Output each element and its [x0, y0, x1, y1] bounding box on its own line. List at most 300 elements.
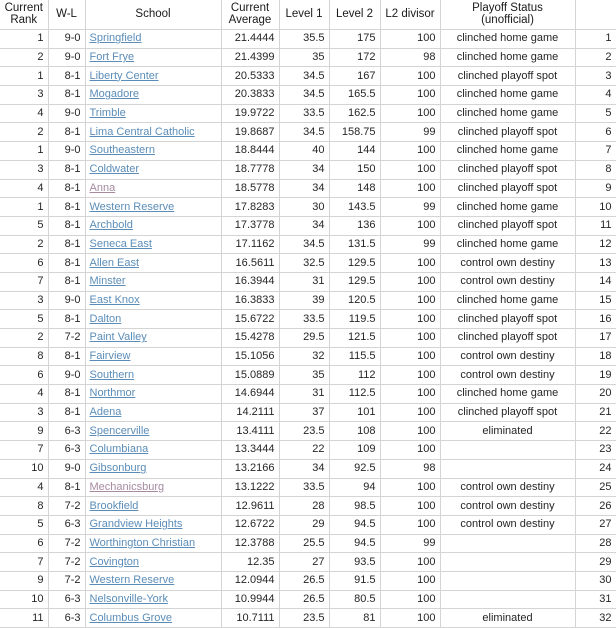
cell-index: 12 [575, 235, 616, 254]
cell-school [85, 497, 221, 516]
cell-win-loss: 8-1 [48, 403, 85, 422]
cell-index: 10 [575, 198, 616, 217]
cell-current-rank: 5 [0, 216, 48, 235]
cell-index: 13 [575, 254, 616, 273]
cell-index: 32 [575, 609, 616, 628]
cell-current-average: 15.6722 [221, 310, 279, 329]
cell-school [85, 254, 221, 273]
cell-level1: 35.5 [279, 30, 329, 49]
table-row [0, 254, 616, 273]
cell-playoff-status: clinched home game [440, 30, 575, 49]
cell-index: 11 [575, 216, 616, 235]
school-link[interactable]: Anna [89, 181, 116, 194]
school-link[interactable]: Archbold [89, 219, 133, 232]
cell-current-rank: 7 [0, 553, 48, 572]
cell-current-average: 15.0889 [221, 366, 279, 385]
school-link[interactable]: Worthington Christian [89, 536, 196, 549]
cell-win-loss: 7-2 [48, 497, 85, 516]
cell-playoff-status: clinched home game [440, 385, 575, 404]
school-link[interactable]: Mechanicsburg [89, 480, 165, 493]
cell-win-loss: 9-0 [48, 48, 85, 67]
school-link[interactable]: Brookfield [89, 499, 139, 512]
cell-level1: 32.5 [279, 254, 329, 273]
cell-index: 7 [575, 142, 616, 161]
cell-level2: 101 [329, 403, 380, 422]
cell-index: 18 [575, 347, 616, 366]
school-link[interactable]: Columbiana [89, 443, 149, 456]
cell-index: 3 [575, 67, 616, 86]
cell-index: 26 [575, 497, 616, 516]
school-link[interactable]: Spencerville [89, 424, 150, 437]
cell-win-loss: 8-1 [48, 272, 85, 291]
cell-level2: 80.5 [329, 590, 380, 609]
cell-playoff-status [440, 590, 575, 609]
cell-current-average: 21.4444 [221, 30, 279, 49]
cell-playoff-status: control own destiny [440, 347, 575, 366]
cell-level2: 119.5 [329, 310, 380, 329]
cell-playoff-status [440, 459, 575, 478]
cell-current-rank: 6 [0, 534, 48, 553]
school-link[interactable]: Mogadore [89, 88, 140, 101]
cell-l2-divisor: 100 [380, 310, 440, 329]
cell-playoff-status [440, 553, 575, 572]
table-row [0, 441, 616, 460]
column-header-current-average [221, 0, 279, 30]
cell-level1: 22 [279, 441, 329, 460]
header-line-1: Playoff Status [472, 2, 543, 14]
cell-level1: 31 [279, 385, 329, 404]
cell-current-rank: 4 [0, 104, 48, 123]
school-link[interactable]: Trimble [89, 107, 126, 120]
column-header-l2-divisor: L2 divisor [380, 0, 440, 30]
table-row [0, 198, 616, 217]
school-link[interactable]: Paint Valley [89, 331, 147, 344]
cell-win-loss: 7-2 [48, 553, 85, 572]
cell-level1: 37 [279, 403, 329, 422]
cell-current-average: 13.2166 [221, 459, 279, 478]
cell-playoff-status: clinched home game [440, 291, 575, 310]
cell-level1: 30 [279, 198, 329, 217]
table-row [0, 86, 616, 105]
cell-level2: 115.5 [329, 347, 380, 366]
cell-index: 22 [575, 422, 616, 441]
cell-school [85, 67, 221, 86]
cell-level1: 25.5 [279, 534, 329, 553]
cell-current-rank: 4 [0, 179, 48, 198]
table-row [0, 497, 616, 516]
cell-current-rank: 7 [0, 441, 48, 460]
cell-level2: 109 [329, 441, 380, 460]
cell-current-rank: 3 [0, 160, 48, 179]
table-row [0, 571, 616, 590]
cell-level2: 94 [329, 478, 380, 497]
cell-index: 14 [575, 272, 616, 291]
cell-win-loss: 7-2 [48, 329, 85, 348]
cell-index: 25 [575, 478, 616, 497]
cell-level2: 131.5 [329, 235, 380, 254]
table-body [0, 30, 616, 628]
cell-l2-divisor: 98 [380, 48, 440, 67]
cell-current-average: 20.5333 [221, 67, 279, 86]
cell-current-average: 17.1162 [221, 235, 279, 254]
cell-current-average: 14.6944 [221, 385, 279, 404]
cell-current-average: 10.7111 [221, 609, 279, 628]
cell-index: 21 [575, 403, 616, 422]
cell-school [85, 142, 221, 161]
cell-l2-divisor: 100 [380, 366, 440, 385]
cell-school [85, 609, 221, 628]
cell-playoff-status: clinched playoff spot [440, 310, 575, 329]
cell-current-average: 21.4399 [221, 48, 279, 67]
cell-current-average: 13.3444 [221, 441, 279, 460]
cell-current-rank: 2 [0, 123, 48, 142]
table-row [0, 67, 616, 86]
cell-current-rank: 11 [0, 609, 48, 628]
cell-level2: 112.5 [329, 385, 380, 404]
table-row [0, 478, 616, 497]
header-line-1: Current [4, 2, 43, 14]
school-link[interactable]: Southeastern [89, 144, 155, 157]
cell-level1: 34 [279, 459, 329, 478]
school-link[interactable]: Minster [89, 275, 126, 288]
cell-level1: 34.5 [279, 235, 329, 254]
cell-level1: 29.5 [279, 329, 329, 348]
cell-current-rank: 3 [0, 86, 48, 105]
cell-index: 27 [575, 515, 616, 534]
school-link[interactable]: Seneca East [89, 237, 152, 250]
cell-current-rank: 10 [0, 459, 48, 478]
school-link[interactable]: East Knox [89, 293, 140, 306]
table-row [0, 347, 616, 366]
cell-l2-divisor: 100 [380, 160, 440, 179]
cell-level1: 34 [279, 160, 329, 179]
cell-level2: 158.75 [329, 123, 380, 142]
cell-school [85, 235, 221, 254]
school-link[interactable]: Fairview [89, 350, 131, 363]
header-line-1: Current [230, 2, 270, 14]
cell-index: 15 [575, 291, 616, 310]
school-link[interactable]: Columbus Grove [89, 611, 173, 624]
table-row [0, 179, 616, 198]
cell-l2-divisor: 99 [380, 235, 440, 254]
table-row [0, 403, 616, 422]
school-link[interactable]: Adena [89, 406, 122, 419]
table-row [0, 291, 616, 310]
cell-l2-divisor: 100 [380, 272, 440, 291]
cell-playoff-status: clinched home game [440, 48, 575, 67]
cell-level2: 92.5 [329, 459, 380, 478]
cell-level1: 27 [279, 553, 329, 572]
cell-l2-divisor: 100 [380, 441, 440, 460]
cell-school [85, 459, 221, 478]
cell-current-rank: 1 [0, 142, 48, 161]
cell-current-rank: 4 [0, 478, 48, 497]
column-header-index [575, 0, 616, 30]
cell-playoff-status: clinched playoff spot [440, 216, 575, 235]
cell-school [85, 291, 221, 310]
table-row [0, 310, 616, 329]
cell-win-loss: 6-3 [48, 609, 85, 628]
cell-l2-divisor: 100 [380, 67, 440, 86]
cell-playoff-status: control own destiny [440, 497, 575, 516]
cell-win-loss: 9-0 [48, 366, 85, 385]
cell-playoff-status: clinched playoff spot [440, 179, 575, 198]
school-link[interactable]: Coldwater [89, 163, 140, 176]
school-link[interactable]: Northmor [89, 387, 136, 400]
cell-win-loss: 6-3 [48, 422, 85, 441]
cell-l2-divisor: 100 [380, 329, 440, 348]
cell-level2: 143.5 [329, 198, 380, 217]
cell-index: 20 [575, 385, 616, 404]
cell-school [85, 198, 221, 217]
cell-playoff-status: control own destiny [440, 515, 575, 534]
cell-playoff-status: clinched playoff spot [440, 160, 575, 179]
cell-current-average: 20.3833 [221, 86, 279, 105]
cell-level1: 34.5 [279, 123, 329, 142]
cell-level1: 40 [279, 142, 329, 161]
cell-l2-divisor: 100 [380, 497, 440, 516]
header-line-2: Average [228, 13, 272, 26]
cell-level2: 150 [329, 160, 380, 179]
cell-level1: 34.5 [279, 86, 329, 105]
cell-level2: 162.5 [329, 104, 380, 123]
column-header-playoff-status [440, 0, 575, 30]
cell-win-loss: 8-1 [48, 216, 85, 235]
cell-index: 1 [575, 30, 616, 49]
cell-l2-divisor: 99 [380, 198, 440, 217]
cell-current-average: 12.9611 [221, 497, 279, 516]
cell-current-rank: 1 [0, 198, 48, 217]
cell-current-average: 19.9722 [221, 104, 279, 123]
school-link[interactable]: Fort Frye [89, 51, 135, 64]
cell-win-loss: 8-1 [48, 86, 85, 105]
cell-l2-divisor: 100 [380, 385, 440, 404]
cell-school [85, 329, 221, 348]
cell-current-average: 14.2111 [221, 403, 279, 422]
cell-win-loss: 9-0 [48, 30, 85, 49]
cell-playoff-status: clinched playoff spot [440, 67, 575, 86]
cell-level1: 33.5 [279, 310, 329, 329]
cell-l2-divisor: 100 [380, 422, 440, 441]
cell-win-loss: 8-1 [48, 347, 85, 366]
cell-current-rank: 10 [0, 590, 48, 609]
cell-win-loss: 9-0 [48, 291, 85, 310]
table-row [0, 385, 616, 404]
cell-level1: 23.5 [279, 422, 329, 441]
cell-school [85, 310, 221, 329]
cell-school [85, 403, 221, 422]
school-link[interactable]: Western Reserve [89, 200, 175, 213]
school-link[interactable]: Covington [89, 555, 140, 568]
cell-playoff-status [440, 441, 575, 460]
school-link[interactable]: Nelsonville-York [89, 592, 168, 605]
cell-level2: 94.5 [329, 534, 380, 553]
cell-playoff-status [440, 534, 575, 553]
cell-school [85, 441, 221, 460]
cell-win-loss: 7-2 [48, 534, 85, 553]
cell-current-average: 19.8687 [221, 123, 279, 142]
cell-win-loss: 9-0 [48, 459, 85, 478]
school-link[interactable]: Gibsonburg [89, 462, 147, 475]
school-link[interactable]: Springfield [89, 32, 142, 45]
cell-current-average: 15.4278 [221, 329, 279, 348]
cell-l2-divisor: 100 [380, 291, 440, 310]
cell-current-average: 16.3833 [221, 291, 279, 310]
cell-level1: 33.5 [279, 478, 329, 497]
cell-level2: 129.5 [329, 272, 380, 291]
cell-level2: 93.5 [329, 553, 380, 572]
cell-school [85, 385, 221, 404]
cell-current-rank: 9 [0, 422, 48, 441]
school-link[interactable]: Southern [89, 368, 135, 381]
cell-current-rank: 4 [0, 385, 48, 404]
column-header-level1: Level 1 [279, 0, 329, 30]
school-link[interactable]: Grandview Heights [89, 518, 183, 531]
cell-l2-divisor: 100 [380, 30, 440, 49]
cell-win-loss: 9-0 [48, 104, 85, 123]
cell-level1: 26.5 [279, 590, 329, 609]
cell-school [85, 86, 221, 105]
cell-level1: 39 [279, 291, 329, 310]
cell-current-average: 17.3778 [221, 216, 279, 235]
table-row [0, 459, 616, 478]
cell-level2: 91.5 [329, 571, 380, 590]
cell-level2: 120.5 [329, 291, 380, 310]
cell-playoff-status: clinched playoff spot [440, 123, 575, 142]
cell-playoff-status: control own destiny [440, 272, 575, 291]
cell-playoff-status: clinched home game [440, 86, 575, 105]
cell-current-rank: 2 [0, 329, 48, 348]
cell-school [85, 216, 221, 235]
cell-l2-divisor: 100 [380, 403, 440, 422]
cell-level1: 33.5 [279, 104, 329, 123]
cell-school [85, 272, 221, 291]
cell-playoff-status: control own destiny [440, 254, 575, 273]
cell-current-average: 16.3944 [221, 272, 279, 291]
cell-level1: 23.5 [279, 609, 329, 628]
cell-win-loss: 7-2 [48, 571, 85, 590]
cell-index: 4 [575, 86, 616, 105]
cell-index: 19 [575, 366, 616, 385]
column-header-level2: Level 2 [329, 0, 380, 30]
table-row [0, 48, 616, 67]
table-row [0, 216, 616, 235]
table-row [0, 329, 616, 348]
cell-school [85, 515, 221, 534]
cell-current-rank: 9 [0, 571, 48, 590]
table-row [0, 235, 616, 254]
cell-l2-divisor: 100 [380, 347, 440, 366]
cell-index: 28 [575, 534, 616, 553]
cell-current-average: 12.6722 [221, 515, 279, 534]
cell-win-loss: 8-1 [48, 254, 85, 273]
cell-school [85, 123, 221, 142]
cell-win-loss: 8-1 [48, 310, 85, 329]
school-link[interactable]: Lima Central Catholic [89, 125, 195, 138]
cell-index: 17 [575, 329, 616, 348]
cell-l2-divisor: 100 [380, 104, 440, 123]
cell-playoff-status: clinched home game [440, 104, 575, 123]
cell-current-average: 18.8444 [221, 142, 279, 161]
cell-win-loss: 6-3 [48, 590, 85, 609]
school-link[interactable]: Liberty Center [89, 69, 159, 82]
cell-playoff-status: eliminated [440, 422, 575, 441]
cell-win-loss: 8-1 [48, 179, 85, 198]
table-row [0, 515, 616, 534]
cell-l2-divisor: 100 [380, 86, 440, 105]
cell-level1: 34 [279, 179, 329, 198]
cell-current-rank: 5 [0, 515, 48, 534]
cell-level1: 35 [279, 366, 329, 385]
cell-current-average: 18.7778 [221, 160, 279, 179]
column-header-school: School [85, 0, 221, 30]
cell-l2-divisor: 99 [380, 123, 440, 142]
cell-win-loss: 8-1 [48, 478, 85, 497]
cell-current-rank: 6 [0, 254, 48, 273]
cell-playoff-status: clinched playoff spot [440, 403, 575, 422]
cell-current-rank: 2 [0, 235, 48, 254]
cell-level2: 129.5 [329, 254, 380, 273]
cell-index: 31 [575, 590, 616, 609]
cell-index: 30 [575, 571, 616, 590]
cell-l2-divisor: 100 [380, 478, 440, 497]
cell-level2: 144 [329, 142, 380, 161]
cell-current-average: 10.9944 [221, 590, 279, 609]
cell-index: 16 [575, 310, 616, 329]
cell-school [85, 571, 221, 590]
school-link[interactable]: Dalton [89, 312, 122, 325]
cell-school [85, 160, 221, 179]
table-row [0, 609, 616, 628]
cell-level2: 172 [329, 48, 380, 67]
school-link[interactable]: Allen East [89, 256, 140, 269]
cell-win-loss: 8-1 [48, 198, 85, 217]
cell-level2: 94.5 [329, 515, 380, 534]
cell-l2-divisor: 98 [380, 459, 440, 478]
cell-current-rank: 1 [0, 67, 48, 86]
cell-current-rank: 7 [0, 272, 48, 291]
cell-index: 24 [575, 459, 616, 478]
cell-playoff-status: control own destiny [440, 366, 575, 385]
table-row [0, 534, 616, 553]
cell-school [85, 366, 221, 385]
cell-school [85, 553, 221, 572]
cell-school [85, 478, 221, 497]
cell-win-loss: 8-1 [48, 123, 85, 142]
cell-current-rank: 8 [0, 347, 48, 366]
cell-win-loss: 8-1 [48, 235, 85, 254]
cell-index: 23 [575, 441, 616, 460]
cell-current-rank: 6 [0, 366, 48, 385]
cell-level2: 108 [329, 422, 380, 441]
cell-current-average: 17.8283 [221, 198, 279, 217]
header-line-2: Rank [10, 13, 38, 26]
cell-l2-divisor: 99 [380, 534, 440, 553]
school-link[interactable]: Western Reserve [89, 574, 175, 587]
cell-school [85, 48, 221, 67]
cell-win-loss: 8-1 [48, 67, 85, 86]
cell-index: 5 [575, 104, 616, 123]
cell-level2: 136 [329, 216, 380, 235]
table-row [0, 123, 616, 142]
cell-index: 29 [575, 553, 616, 572]
cell-current-rank: 1 [0, 30, 48, 49]
cell-level2: 121.5 [329, 329, 380, 348]
cell-l2-divisor: 100 [380, 515, 440, 534]
cell-current-average: 15.1056 [221, 347, 279, 366]
cell-current-average: 12.3788 [221, 534, 279, 553]
cell-win-loss: 6-3 [48, 515, 85, 534]
